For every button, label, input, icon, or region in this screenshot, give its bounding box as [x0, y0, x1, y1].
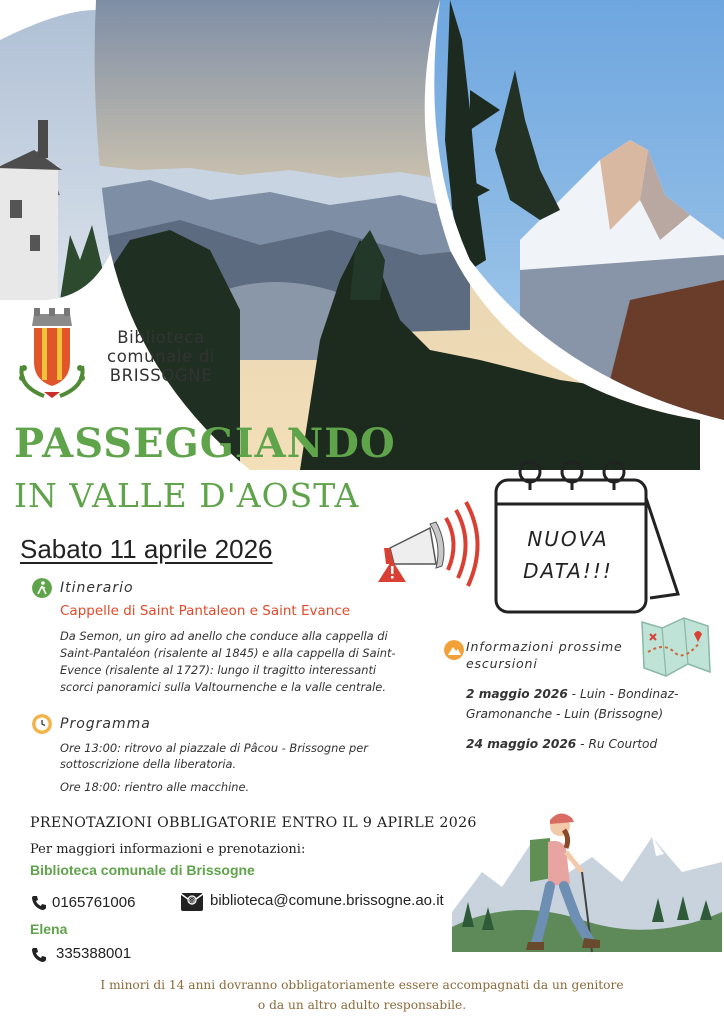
- footer-note: [0, 975, 724, 1015]
- booking-deadline: PRENOTAZIONI OBBLIGATORIE ENTRO IL 9 APIRLE 2026: [30, 815, 477, 831]
- calendar-icon: [490, 458, 686, 618]
- trip-2-route: - Ru Courtod: [576, 737, 658, 751]
- itinerary-line: Saint-Pantaléon (risalente al 1845) e alla cappella di Saint-: [60, 646, 396, 660]
- contact-person-phone[interactable]: 335388001: [56, 945, 132, 962]
- hiker-illustration: [452, 802, 722, 962]
- trip-2-date: 24 maggio 2026: [466, 737, 577, 751]
- library-line2: comunale di: [107, 347, 215, 366]
- program-line2: Ore 18:00: rientro alle macchine.: [60, 780, 250, 794]
- library-name-block: [98, 328, 224, 385]
- library-phone[interactable]: 0165761006: [52, 894, 136, 911]
- footer-line2: o da un altro adulto responsabile.: [257, 998, 467, 1012]
- megaphone-icon: [376, 494, 488, 590]
- phone-icon-2: [30, 946, 48, 964]
- itinerary-line: Da Semon, un giro ad anello che conduce alla cappella di: [60, 629, 388, 643]
- email-icon: [180, 890, 204, 912]
- library-email[interactable]: biblioteca@comune.brissogne.ao.it: [210, 892, 444, 909]
- mountain-icon: [444, 640, 464, 660]
- trip-1-route-cont: Gramonanche - Luin (Brissogne): [466, 707, 664, 721]
- itinerary-subtitle: Cappelle di Saint Pantaleon e Saint Evance: [60, 603, 351, 619]
- trip-2: [466, 734, 716, 754]
- itinerary-heading: Itinerario: [60, 580, 134, 596]
- badge-line1: NUOVA: [527, 527, 609, 551]
- svg-text:@: @: [188, 897, 196, 905]
- more-info-label: Per maggiori informazioni e prenotazioni:: [30, 842, 306, 857]
- event-date: Sabato 11 aprile 2026: [20, 534, 273, 564]
- itinerary-description: [60, 628, 438, 696]
- event-title: PASSEGGIANDO: [14, 420, 396, 467]
- phone-icon: [30, 894, 48, 912]
- trip-1-route: - Luin - Bondinaz-: [567, 687, 679, 701]
- library-logo: [14, 306, 224, 406]
- program-line1a: Ore 13:00: ritrovo al piazzale di Pâcou - Brissogne per: [60, 741, 368, 755]
- footer-line1: I minori di 14 anni dovranno obbligatoriamente essere accompagnati da un genitore: [100, 978, 624, 992]
- next-trips-heading-line2: escursioni: [466, 656, 538, 671]
- itinerary-line: Evence (risalente al 1727): lungo il tragitto interessanti: [60, 663, 377, 677]
- program-heading: Programma: [60, 716, 151, 732]
- badge-line2: DATA!!!: [523, 559, 613, 583]
- next-trips-heading-line1: Informazioni prossime: [466, 639, 623, 654]
- hiking-icon: [32, 578, 52, 598]
- library-contact-name: Biblioteca comunale di Brissogne: [30, 862, 255, 878]
- event-subtitle: IN VALLE D'AOSTA: [14, 476, 360, 515]
- next-trips-heading: [466, 638, 650, 672]
- contact-person-name: Elena: [30, 921, 68, 937]
- clock-icon: [32, 714, 52, 734]
- trip-1: [466, 684, 716, 724]
- trip-1-date: 2 maggio 2026: [466, 687, 568, 701]
- coat-of-arms-icon: [14, 306, 90, 402]
- itinerary-line: scorci panoramici sulla Valtournenche e la valle centrale.: [60, 680, 386, 694]
- program-line1b: sottoscrizione della liberatoria.: [60, 757, 237, 771]
- map-icon: [638, 612, 714, 682]
- library-line1: Biblioteca: [117, 328, 205, 347]
- library-line3: BRISSOGNE: [109, 366, 213, 385]
